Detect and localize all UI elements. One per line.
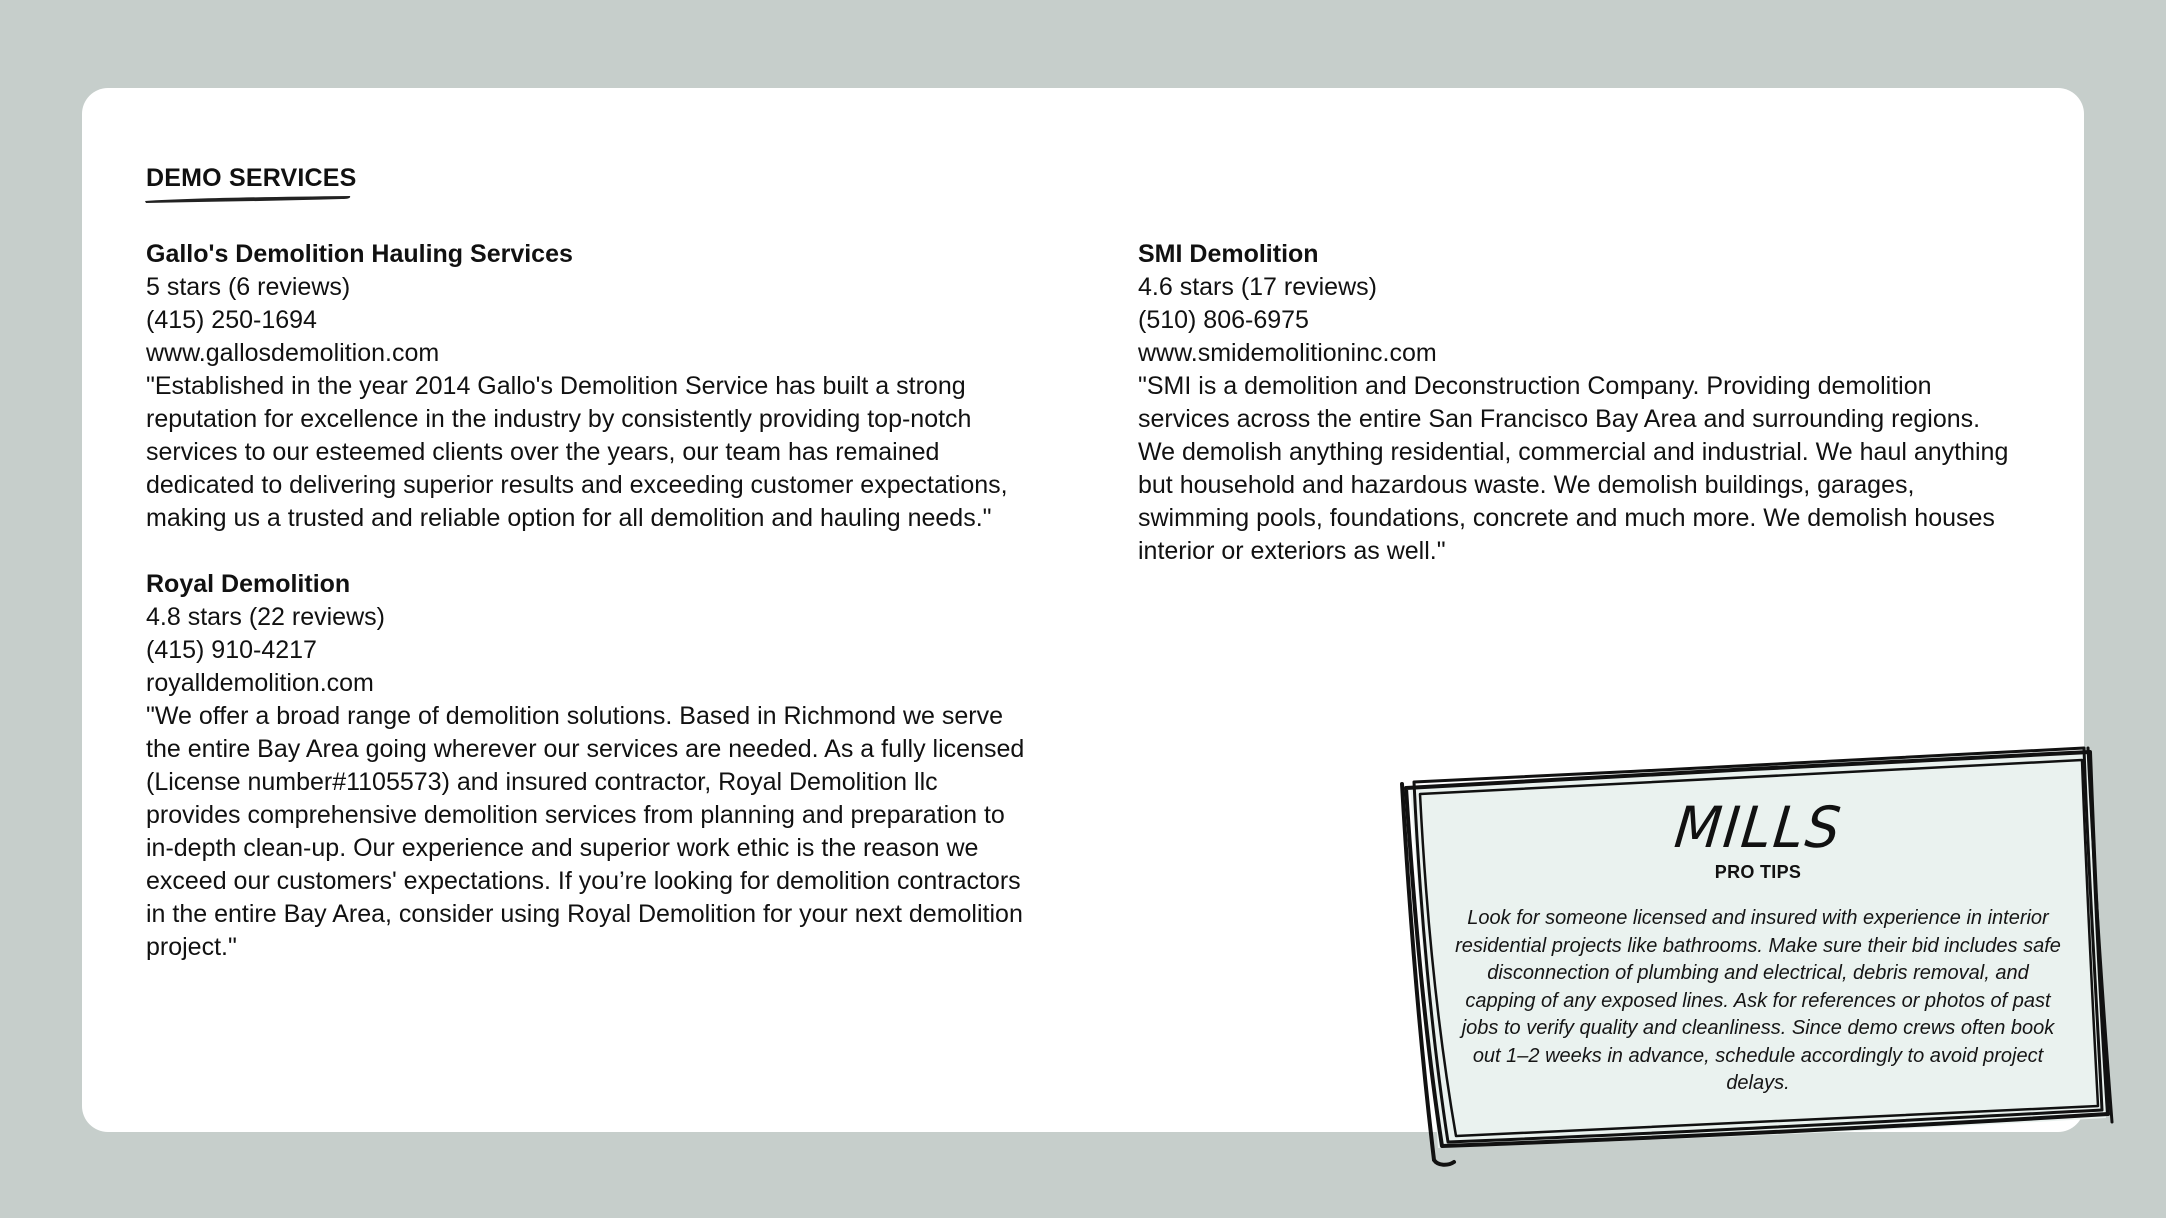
pro-tips-content: [1448, 794, 2068, 1098]
service-name: Gallo's Demolition Hauling Services: [146, 240, 573, 268]
service-website[interactable]: royalldemolition.com: [146, 669, 374, 697]
service-rating: 4.8 stars (22 reviews): [146, 603, 385, 631]
service-name: SMI Demolition: [1138, 240, 1319, 268]
pro-tips-heading: PRO TIPS: [1714, 862, 1802, 882]
service-website[interactable]: www.gallosdemolition.com: [146, 339, 440, 367]
service-description: "We offer a broad range of demolition solutions. Based in Richmond we serve the entire Bay Area going wherever our services are needed. As a fully licensed (License number#1105573) and insured contractor, Royal Demolition llc provides comprehensive demolition services from planning and preparation to in-depth clean-up. Our experience and superior work ethic is the reason we exceed our customers' expectations. If you’re looking for demolition contractors in the entire Bay Area, consider using Royal Demolition for your next demolition project.": [146, 702, 1025, 961]
service-website[interactable]: www.smidemolitioninc.com: [1138, 339, 1437, 367]
pro-tips-text: Look for someone licensed and insured with experience in interior residential projects like bathrooms. Make sure their bid includes safe disconnection of plumbing and electrical, debris removal, and capping of any exposed lines. Ask for references or photos of past jobs to verify quality and cleanliness. Since demo crews often book out 1–2 weeks in advance, schedule accordingly to avoid project delays.: [1455, 907, 2061, 1094]
service-entry: [1138, 238, 2018, 568]
service-entry: [146, 568, 1036, 964]
pro-tips-card: [1398, 742, 2114, 1174]
service-description: "SMI is a demolition and Deconstruction Company. Providing demolition services across the entire San Francisco Bay Area and surrounding regions. We demolish anything residential, commercial and industrial. We haul anything but household and hazardous waste. We demolish buildings, garages, swimming pools, foundations, concrete and much more. We demolish houses interior or exteriors as well.": [1138, 372, 2009, 565]
service-rating: 4.6 stars (17 reviews): [1138, 273, 1377, 301]
title-underline: [142, 192, 354, 206]
section-title: DEMO SERVICES: [146, 164, 357, 192]
mills-logo: MILLS: [1671, 794, 1846, 861]
service-phone[interactable]: (510) 806-6975: [1138, 306, 1309, 334]
service-description: "Established in the year 2014 Gallo's Demolition Service has built a strong reputation for excellence in the industry by consistently providing top-notch services to our esteemed clients over the years, our team has remained dedicated to delivering superior results and exceeding customer expectations, making us a trusted and reliable option for all demolition and hauling needs.": [146, 372, 1008, 532]
service-name: Royal Demolition: [146, 570, 351, 598]
service-rating: 5 stars (6 reviews): [146, 273, 351, 301]
service-phone[interactable]: (415) 910-4217: [146, 636, 317, 664]
services-column-right: [1138, 238, 2018, 601]
services-column-left: [146, 238, 1036, 997]
service-phone[interactable]: (415) 250-1694: [146, 306, 317, 334]
service-entry: [146, 238, 1036, 535]
